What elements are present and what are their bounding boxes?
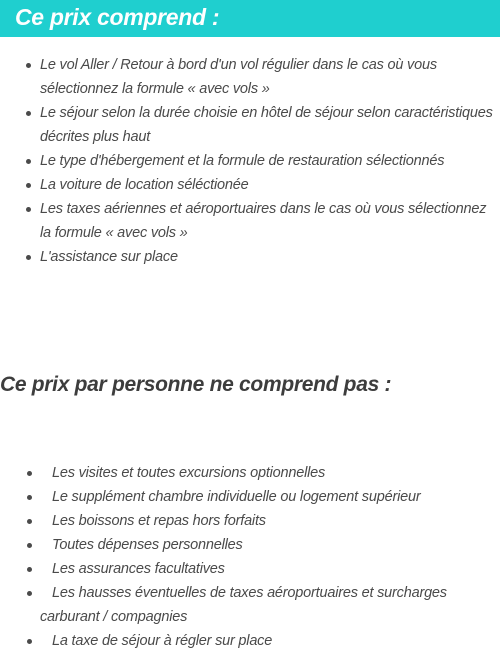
excludes-list: [0, 461, 500, 653]
bullet-icon: [27, 519, 32, 524]
bullet-icon: [26, 207, 31, 212]
list-item: Les assurances facultatives: [0, 557, 500, 581]
bullet-icon: [27, 591, 32, 596]
includes-heading-banner: [0, 0, 500, 37]
bullet-icon: [26, 63, 31, 68]
list-item: La taxe de séjour à régler sur place: [0, 629, 500, 653]
bullet-icon: [27, 495, 32, 500]
list-item: Les boissons et repas hors forfaits: [0, 509, 500, 533]
list-item: Le supplément chambre individuelle ou logement supérieur: [0, 485, 500, 509]
bullet-icon: [26, 111, 31, 116]
list-item: Le type d'hébergement et la formule de restauration sélectionnés: [0, 149, 500, 173]
list-item: Toutes dépenses personnelles: [0, 533, 500, 557]
list-item: Les visites et toutes excursions optionnelles: [0, 461, 500, 485]
bullet-icon: [26, 159, 31, 164]
excludes-heading: Ce prix par personne ne comprend pas :: [0, 373, 392, 396]
includes-list: [0, 53, 500, 269]
list-item: Les hausses éventuelles de taxes aéroportuaires et surcharges carburant / compagnies: [0, 581, 500, 629]
includes-heading: Ce prix comprend :: [15, 4, 220, 30]
list-item: Les taxes aériennes et aéroportuaires dans le cas où vous sélectionnez la formule « avec vols »: [0, 197, 500, 245]
bullet-icon: [27, 567, 32, 572]
list-item: Le séjour selon la durée choisie en hôtel de séjour selon caractéristiques décrites plus haut: [0, 101, 500, 149]
bullet-icon: [26, 183, 31, 188]
list-item: La voiture de location séléctionée: [0, 173, 500, 197]
bullet-icon: [26, 255, 31, 260]
list-item: Le vol Aller / Retour à bord d'un vol régulier dans le cas où vous sélectionnez la formule « avec vols »: [0, 53, 500, 101]
bullet-icon: [27, 639, 32, 644]
bullet-icon: [27, 471, 32, 476]
bullet-icon: [27, 543, 32, 548]
list-item: L'assistance sur place: [0, 245, 500, 269]
